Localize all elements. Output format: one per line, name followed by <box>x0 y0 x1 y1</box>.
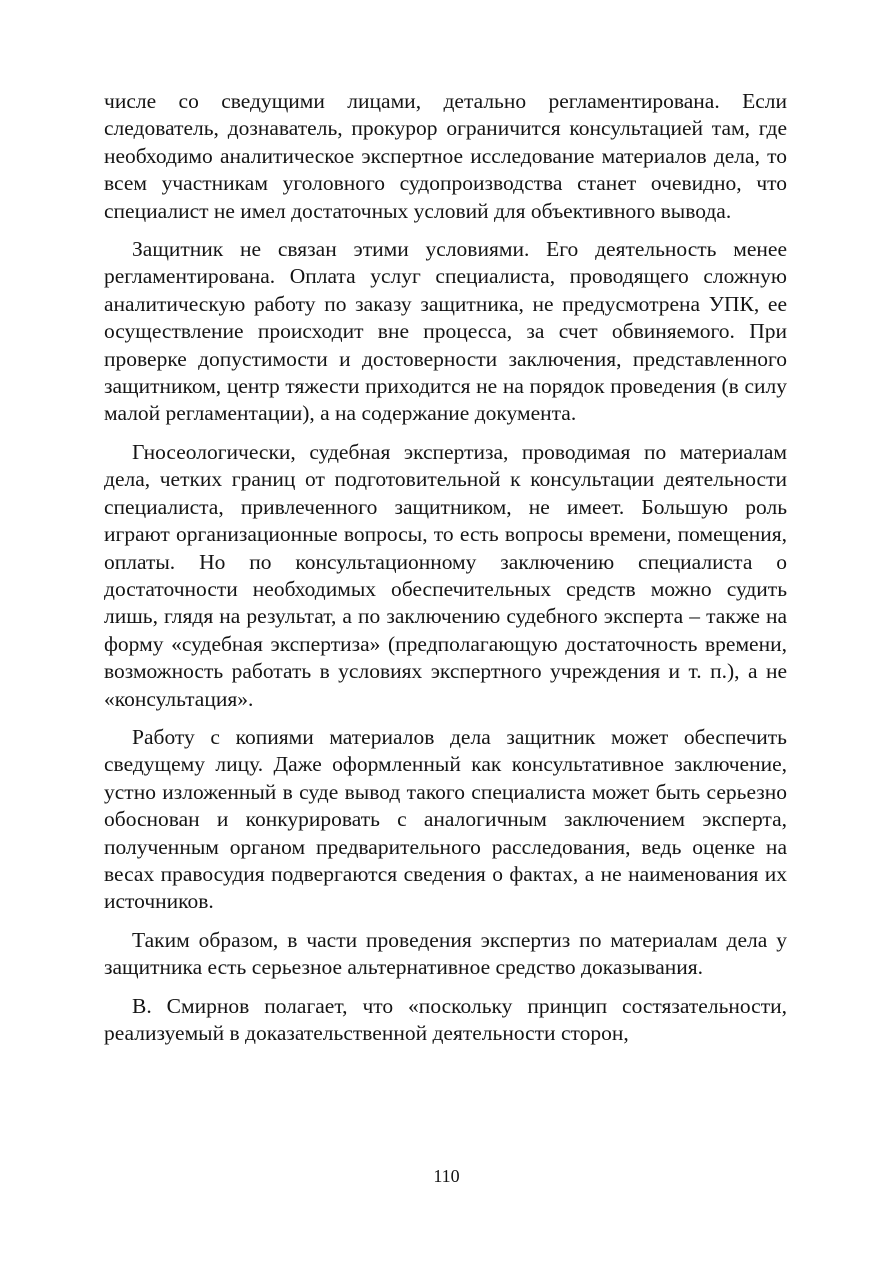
paragraph-1: числе со сведущими лицами, детально регламентирована. Если следователь, дознаватель, прокурор ограничится консультацией там, где необходимо аналитическое экспертное исследование материалов дела, то всем участникам уголовного судопроизводства станет очевидно, что специалист не имел достаточных условий для объективного вывода. <box>104 89 787 223</box>
page-number: 110 <box>433 1166 460 1186</box>
paragraph-4: Работу с копиями материалов дела защитник может обеспечить сведущему лицу. Даже оформленный как консультативное заключение, устно изложенный в суде вывод такого специалиста может быть серьезно обоснован и конкурировать с аналогичным заключением эксперта, полученным органом предварительного расследования, ведь оценке на весах правосудия подвергаются сведения о фактах, а не наименования их источников. <box>104 724 787 914</box>
paragraph-6: В. Смирнов полагает, что «поскольку принцип состязательности, реализуемый в доказательственной деятельности сторон, <box>104 993 787 1045</box>
paragraph-3: Гносеологически, судебная экспертиза, проводимая по материалам дела, четких границ от подготовительной к консультации деятельности специалиста, привлеченного защитником, не имеет. Большую роль играют организационные вопросы, то есть вопросы времени, помещения, оплаты. Но по консультационному заключению специалиста о достаточности необходимых обеспечительных средств можно судить лишь, глядя на результат, а по заключению судебного эксперта – также на форму «судебная экспертиза» (предполагающую достаточность времени, возможность работать в условиях экспертного учреждения и т. п.), а не «консультация». <box>104 439 787 711</box>
paragraph-5: Таким образом, в части проведения экспертиз по материалам дела у защитника есть серьезное альтернативное средство доказывания. <box>104 927 787 980</box>
page-body <box>104 88 787 1058</box>
paragraph-2: Защитник не связан этими условиями. Его деятельность менее регламентирована. Оплата услуг специалиста, проводящего сложную аналитическую работу по заказу защитника, не предусмотрена УПК, ее осуществление происходит вне процесса, за счет обвиняемого. При проверке допустимости и достоверности заключения, представленного защитником, центр тяжести приходится не на порядок проведения (в силу малой регламентации), а на содержание документа. <box>104 237 787 426</box>
